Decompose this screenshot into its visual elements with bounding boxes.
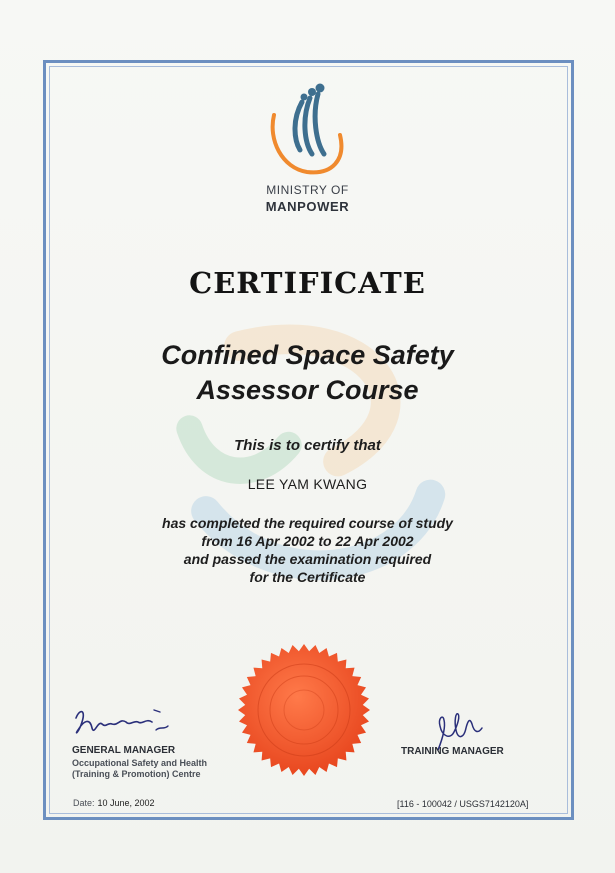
recipient-name: LEE YAM KWANG bbox=[247, 476, 368, 492]
issue-date bbox=[73, 798, 155, 808]
general-manager-title: GENERAL MANAGER bbox=[72, 745, 176, 756]
unit-line1: Occupational Safety and Health bbox=[72, 758, 208, 768]
general-manager-unit bbox=[72, 758, 207, 780]
ministry-logo-icon bbox=[262, 80, 352, 180]
reference-number: [116 - 100042 / USGS7142120A] bbox=[397, 799, 529, 809]
certificate-heading: CERTIFICATE bbox=[189, 266, 426, 300]
unit-line2: (Training & Promotion) Centre bbox=[72, 769, 201, 779]
date-value: 10 June, 2002 bbox=[97, 798, 155, 808]
completion-line-2: from 16 Apr 2002 to 22 Apr 2002 bbox=[201, 533, 414, 549]
certify-text: This is to certify that bbox=[234, 437, 381, 454]
ministry-name-line1: MINISTRY OF bbox=[266, 183, 349, 197]
course-title bbox=[0, 338, 615, 408]
training-manager-title: TRAINING MANAGER bbox=[401, 746, 504, 757]
completion-line-3: and passed the examination required bbox=[183, 551, 432, 567]
completion-statement bbox=[0, 514, 615, 586]
course-title-line1: Confined Space Safety bbox=[161, 340, 454, 370]
general-manager-signature-icon bbox=[68, 700, 178, 742]
ministry-name-line2: MANPOWER bbox=[265, 199, 350, 214]
course-title-line2: Assessor Course bbox=[196, 375, 419, 405]
date-label: Date: bbox=[73, 798, 95, 808]
completion-line-1: has completed the required course of study bbox=[162, 515, 453, 531]
official-seal-icon bbox=[237, 643, 371, 777]
completion-line-4: for the Certificate bbox=[249, 569, 366, 585]
